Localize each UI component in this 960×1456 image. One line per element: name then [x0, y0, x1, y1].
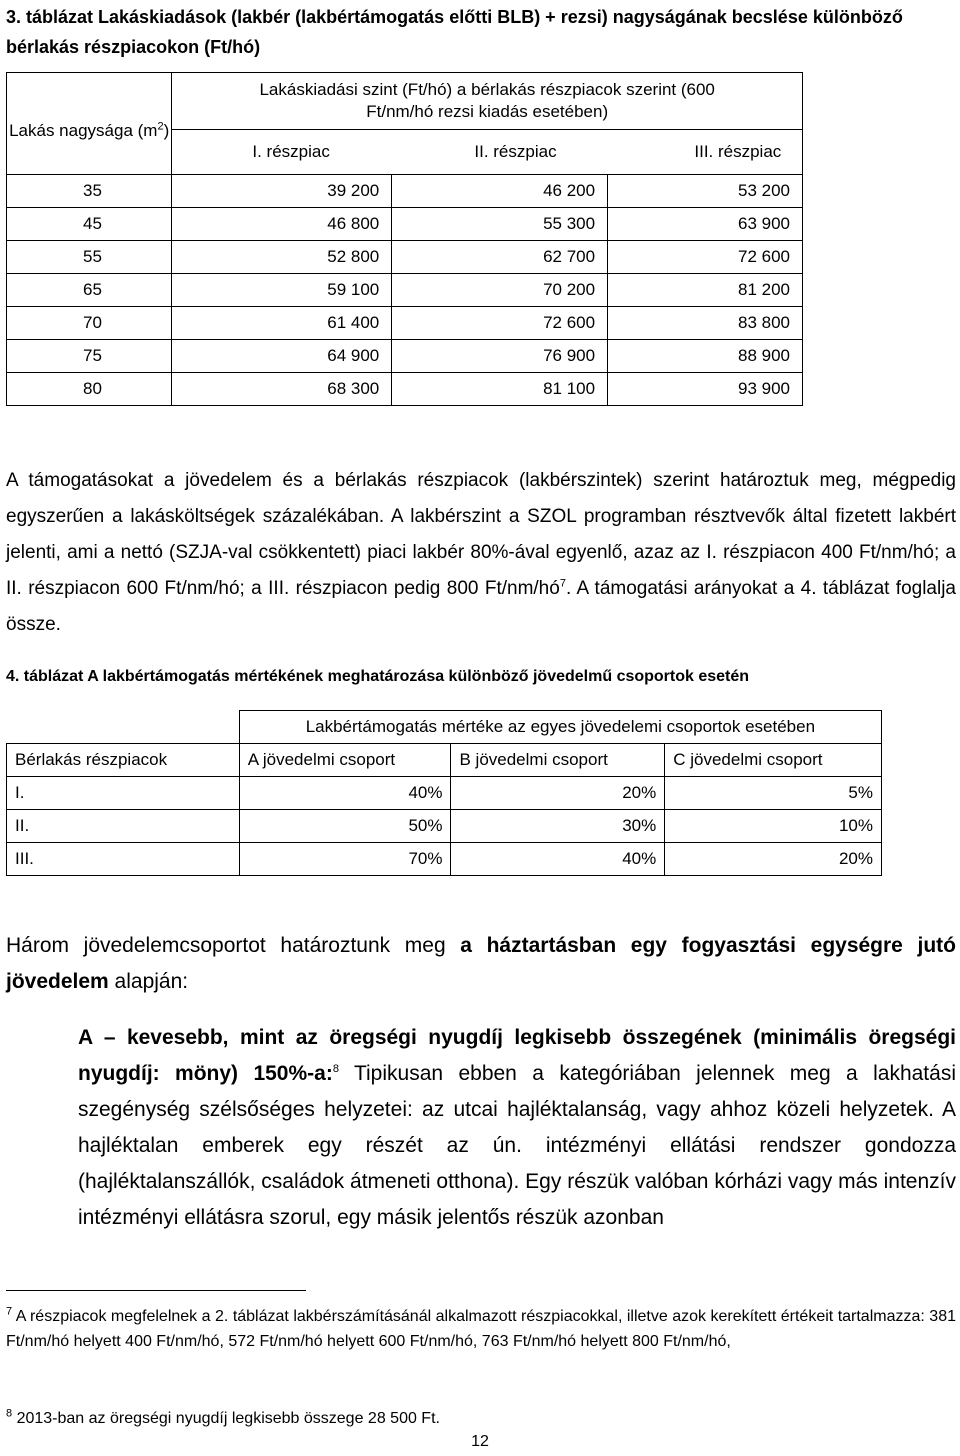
table3-cell-size: 80 [7, 373, 172, 406]
table3-row [7, 274, 803, 307]
table3-row [7, 241, 803, 274]
header-c-group: C jövedelmi csoport [665, 744, 882, 777]
header-piac-2: II. részpiac [474, 142, 557, 161]
table3-cell-size: 70 [7, 307, 172, 340]
page-number: 12 [471, 1433, 489, 1450]
housing-cost-table [6, 72, 803, 406]
table3-cell-v1: 52 800 [172, 241, 392, 274]
table3-cell-v1: 61 400 [172, 307, 392, 340]
support-rate-table [6, 710, 882, 876]
table3-row [7, 208, 803, 241]
header-a-group: A jövedelmi csoport [239, 744, 451, 777]
table3-cell-size: 75 [7, 340, 172, 373]
table4-cell-a: 40% [239, 777, 451, 810]
table4-group-header: Lakbértámogatás mértéke az egyes jövedelemi csoportok esetében [239, 711, 881, 744]
table3-cell-v2: 76 900 [392, 340, 608, 373]
table3-cell-v2: 70 200 [392, 274, 608, 307]
table3-cell-v1: 64 900 [172, 340, 392, 373]
table3-cell-v2: 46 200 [392, 175, 608, 208]
table4-cell-piac: I. [7, 777, 240, 810]
footnote-separator [6, 1290, 306, 1291]
group-header: Lakáskiadási szint (Ft/hó) a bérlakás részpiacok szerint (600 Ft/nm/hó rezsi kiadás esetében) [172, 73, 803, 130]
table4-cell-piac: III. [7, 843, 240, 876]
size-header: Lakás nagysága $(m^2)$ [7, 73, 172, 175]
table3-cell-size: 55 [7, 241, 172, 274]
paragraph-1: A támogatásokat a jövedelem és a bérlakás részpiacok (lakbérszintek) szerint határoztuk meg, mégpedig egyszerűen a lakásköltségek százalékában. A lakbérszint a SZOL programban résztvevők által fizetett lakbért jelenti, ami a nettó (SZJA-val csökkentett) piaci lakbér 80%-ával egyenlő, azaz az I. részpiacon 400 Ft/nm/hó; a II. részpiacon 600 Ft/nm/hó; a III. részpiacon pedig 800 $Ft/nm/hó^7$. A támogatási arányokat a 4. táblázat foglalja össze. [6, 470, 956, 635]
table4-cell-c: 5% [665, 777, 882, 810]
table3-row [7, 340, 803, 373]
table3-cell-v2: 55 300 [392, 208, 608, 241]
subpiac-headers [172, 130, 803, 175]
paragraph-2: Három jövedelemcsoportot határoztunk meg a háztartásban egy fogyasztási egységre jutó jövedelem alapján: [6, 934, 956, 993]
table3-cell-v1: 68 300 [172, 373, 392, 406]
footnote-7: $^7$ A részpiacok megfelelnek a 2. táblázat lakbérszámításánál alkalmazott részpiacokkal, illetve azok kerekített értékeit tartalmazza: 381 Ft/nm/hó helyett 400 Ft/nm/hó, 572 Ft/nm/hó helyett 600 Ft/nm/hó, 763 Ft/nm/hó helyett 800 Ft/nm/hó, [6, 1305, 956, 1350]
table4-cell-c: 20% [665, 843, 882, 876]
header-b-group: B jövedelmi csoport [451, 744, 665, 777]
table4-cell-a: 70% [239, 843, 451, 876]
table3-cell-v3: 93 900 [608, 373, 803, 406]
table3-cell-size: 45 [7, 208, 172, 241]
table4-cell-b: 30% [451, 810, 665, 843]
paragraph-3: A – kevesebb, mint az öregségi nyugdíj legkisebb összegének (minimális öregségi nyugdíj: möny) 150%-a:$^8$ Tipikusan ebben a kategóriában jelennek meg a lakhatási szegénység szélsőséges helyzetei: az utcai hajléktalanság, vagy ahhoz közeli helyzetek. A hajléktalan emberek egy részét az ún. intézményi ellátási rendszer gondozza (hajléktalanszállók, családok átmeneti otthona). Egy részük valóban kórházi vagy más intenzív intézményi ellátásra szorul, egy másik jelentős részük azonban [78, 1026, 956, 1229]
table4-cell-b: 20% [451, 777, 665, 810]
table4-cell-c: 10% [665, 810, 882, 843]
table4-cell-piac: II. [7, 810, 240, 843]
table3-cell-size: 65 [7, 274, 172, 307]
table3-cell-size: 35 [7, 175, 172, 208]
header-piac-3: III. részpiac [694, 142, 782, 161]
table3-row [7, 175, 803, 208]
table3-cell-v3: 83 800 [608, 307, 803, 340]
table4-row [7, 843, 882, 876]
table3-cell-v2: 81 100 [392, 373, 608, 406]
table3-row [7, 307, 803, 340]
table4-cell-b: 40% [451, 843, 665, 876]
table4-row [7, 810, 882, 843]
table3-cell-v3: 63 900 [608, 208, 803, 241]
footnote-8: $^8$ 2013-ban az öregségi nyugdíj legkisebb összege 28 500 Ft. [6, 1407, 440, 1427]
table4-title: 4. táblázat A lakbértámogatás mértékének meghatározása különböző jövedelmű csoportok esetén [6, 668, 750, 685]
table3-cell-v2: 62 700 [392, 241, 608, 274]
header-berlakas: Bérlakás részpiacok [7, 744, 240, 777]
table3-cell-v3: 72 600 [608, 241, 803, 274]
table3-cell-v1: 46 800 [172, 208, 392, 241]
table4-cell-a: 50% [239, 810, 451, 843]
table3-cell-v1: 59 100 [172, 274, 392, 307]
table3-cell-v2: 72 600 [392, 307, 608, 340]
table3-row [7, 373, 803, 406]
table3-cell-v3: 81 200 [608, 274, 803, 307]
table3-title: 3. táblázat Lakáskiadások (lakbér (lakbértámogatás előtti BLB) + rezsi) nagyságának becslése különböző bérlakás részpiacokon (Ft/hó) [6, 7, 903, 57]
table3-cell-v3: 53 200 [608, 175, 803, 208]
table4-row [7, 777, 882, 810]
table3-cell-v1: 39 200 [172, 175, 392, 208]
table3-cell-v3: 88 900 [608, 340, 803, 373]
header-piac-1: I. részpiac [252, 142, 330, 161]
